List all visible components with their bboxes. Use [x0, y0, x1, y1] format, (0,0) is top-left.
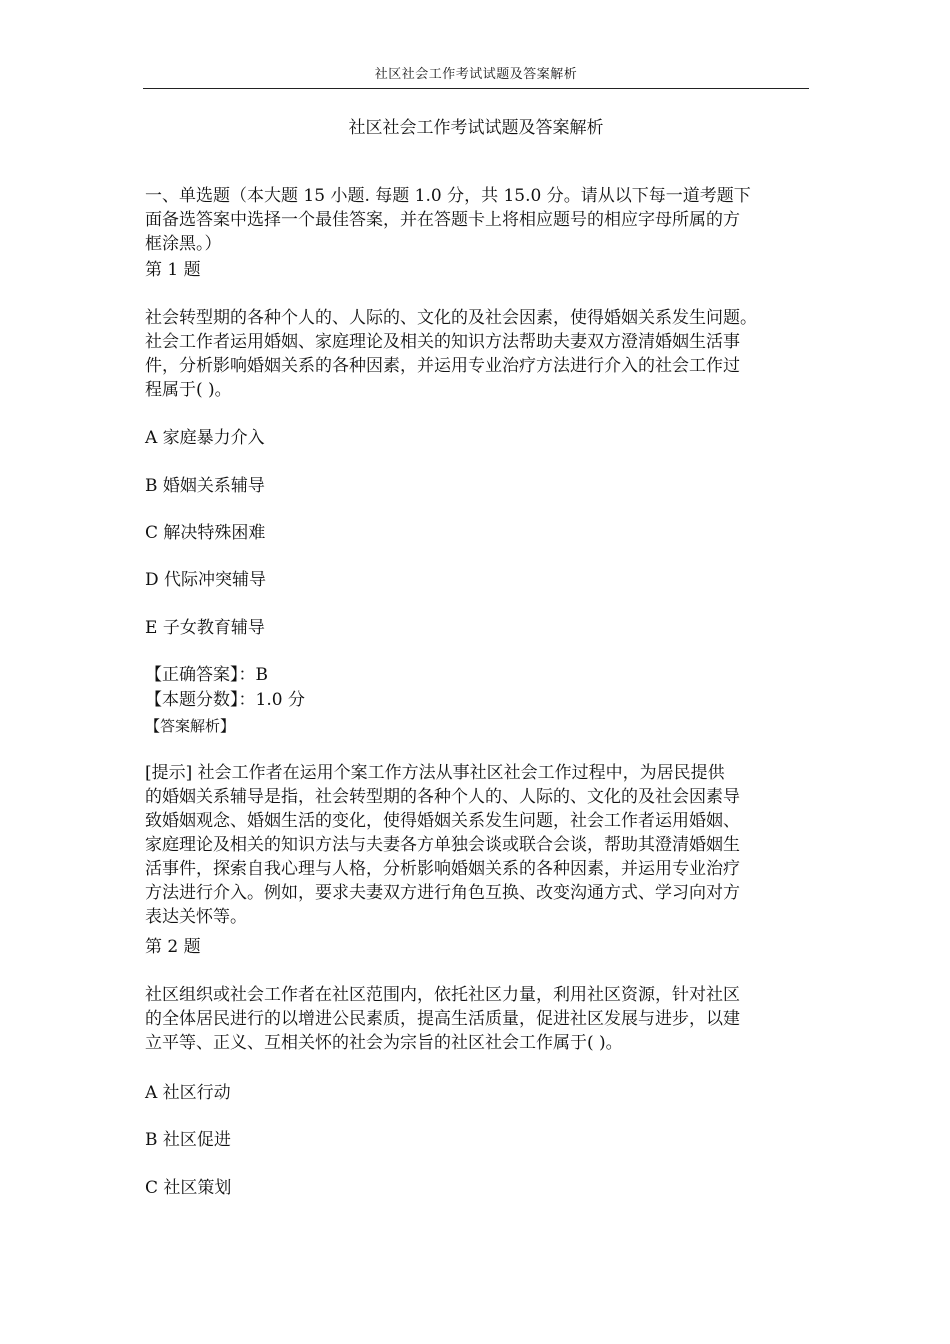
q1-label: 第 1 题: [145, 260, 201, 280]
q1-stem-line: 社会工作者运用婚姻、家庭理论及相关的知识方法帮助夫妻双方澄清婚姻生活事: [145, 332, 740, 352]
q1-analysis-line: 家庭理论及相关的知识方法与夫妻各方单独会谈或联合会谈，帮助其澄清婚姻生: [145, 835, 740, 855]
q2-stem-line: 的全体居民进行的以增进公民素质，提高生活质量，促进社区发展与进步，以建: [145, 1009, 740, 1029]
q2-label: 第 2 题: [145, 937, 201, 957]
q2-stem-line: 立平等、正义、互相关怀的社会为宗旨的社区社会工作属于( )。: [145, 1033, 623, 1053]
q1-answer: 【正确答案】：B: [145, 665, 268, 685]
document-title: 社区社会工作考试试题及答案解析: [348, 118, 604, 138]
header-rule: [143, 88, 809, 89]
q1-option-b: B 婚姻关系辅导: [145, 476, 265, 496]
q1-analysis-line: 表达关怀等。: [145, 907, 247, 927]
q1-stem-line: 程属于( )。: [145, 380, 232, 400]
q1-analysis-line: 活事件，探索自我心理与人格，分析影响婚姻关系的各种因素，并运用专业治疗: [145, 859, 740, 879]
q1-analysis-label: 【答案解析】: [145, 717, 236, 735]
q1-analysis-line: [提示] 社会工作者在运用个案工作方法从事社区社会工作过程中，为居民提供: [145, 763, 725, 783]
q1-score: 【本题分数】：1.0 分: [145, 690, 305, 710]
q2-option-b: B 社区促进: [145, 1130, 231, 1150]
q1-stem-line: 社会转型期的各种个人的、人际的、文化的及社会因素，使得婚姻关系发生问题。: [145, 308, 757, 328]
q1-option-e: E 子女教育辅导: [145, 618, 265, 638]
q2-stem: [145, 983, 809, 1055]
q2-option-c: C 社区策划: [145, 1178, 232, 1198]
q1-analysis-line: 方法进行介入。例如，要求夫妻双方进行角色互换、改变沟通方式、学习向对方: [145, 883, 740, 903]
section-intro-line: 一、单选题（本大题 15 小题. 每题 1.0 分，共 15.0 分。请从以下每一道考题下: [145, 186, 751, 206]
running-header: 社区社会工作考试试题及答案解析: [374, 67, 578, 82]
q1-analysis-line: 的婚姻关系辅导是指，社会转型期的各种个人的、人际的、文化的及社会因素导: [145, 787, 740, 807]
q2-stem-line: 社区组织或社会工作者在社区范围内，依托社区力量，利用社区资源，针对社区: [145, 985, 740, 1005]
section-intro-line: 面备选答案中选择一个最佳答案，并在答题卡上将相应题号的相应字母所属的方: [145, 210, 740, 230]
q1-option-d: D 代际冲突辅导: [145, 570, 267, 590]
q2-option-a: A 社区行动: [145, 1083, 231, 1103]
q1-option-c: C 解决特殊困难: [145, 523, 266, 543]
q1-analysis: [145, 761, 809, 929]
q1-stem-line: 件，分析影响婚姻关系的各种因素，并运用专业治疗方法进行介入的社会工作过: [145, 356, 740, 376]
q1-stem: [145, 306, 809, 402]
q1-analysis-line: 致婚姻观念、婚姻生活的变化，使得婚姻关系发生问题，社会工作者运用婚姻、: [145, 811, 740, 831]
q1-option-a: A 家庭暴力介入: [145, 428, 265, 448]
section-intro: [145, 184, 809, 256]
section-intro-line: 框涂黑。）: [145, 234, 222, 254]
